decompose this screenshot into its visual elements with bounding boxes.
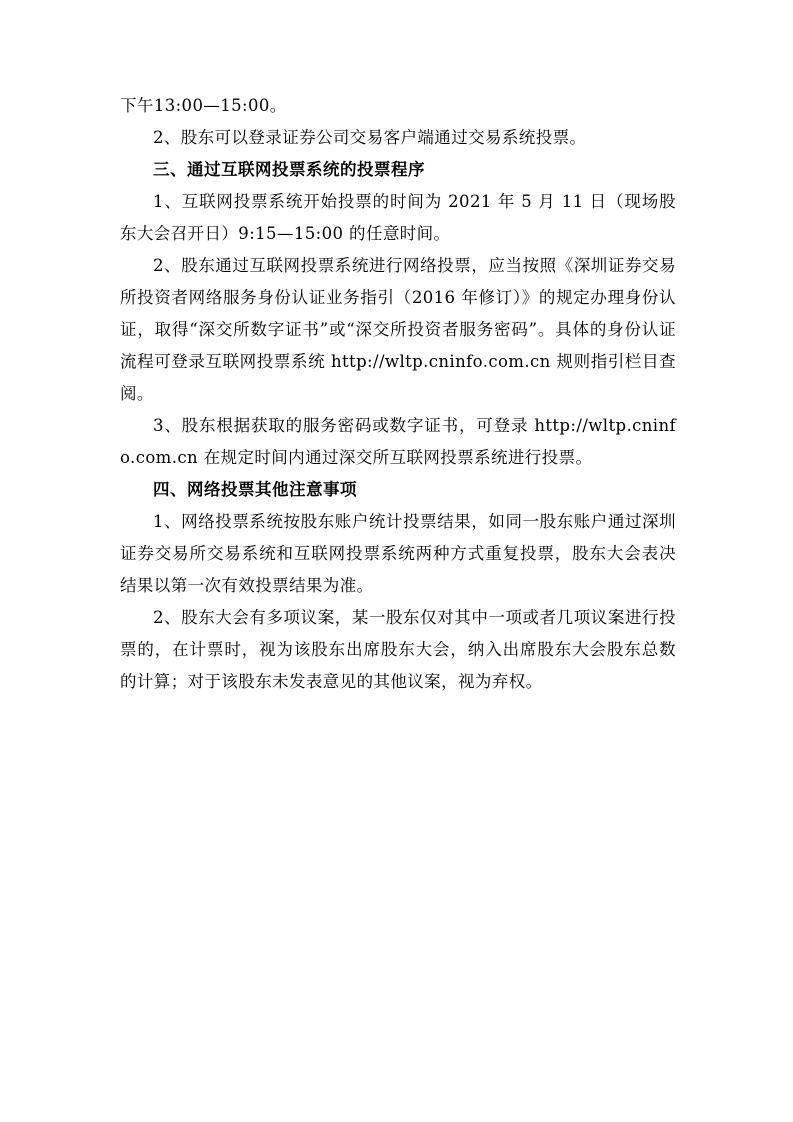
paragraph-login-and-vote: 3、股东根据获取的服务密码或数字证书，可登录 http://wltp.cninfo.com.cn 在规定时间内通过深交所互联网投票系统进行投票。 [120,416,676,467]
paragraph-partial-voting-rule: 2、股东大会有多项议案，某一股东仅对其中一项或者几项议案进行投票的，在计票时，视为该股东出席股东大会，纳入出席股东大会股东总数的计算；对于该股东未发表意见的其他议案，视为弃权。 [120,608,676,691]
document-body [120,90,676,698]
paragraph-time-continuation: 下午13:00—15:00。 [120,96,287,115]
section-heading-internet-voting-procedure: 三、通过互联网投票系统的投票程序 [153,160,425,179]
paragraph-identity-authentication: 2、股东通过互联网投票系统进行网络投票，应当按照《深圳证券交易所投资者网络服务身份认证业务指引（2016 年修订）》的规定办理身份认证，取得“深交所数字证书”或“深交所投资者服务密码”。具体的身份认证流程可登录互联网投票系统 http://wltp.cninfo.com.cn 规则指引栏目查阅。 [120,256,676,403]
paragraph-voting-start-time: 1、互联网投票系统开始投票的时间为 2021 年 5 月 11 日（现场股东大会召开日）9:15—15:00 的任意时间。 [120,192,676,243]
section-heading-other-voting-notes: 四、网络投票其他注意事项 [153,480,357,499]
paragraph-trading-client-voting: 2、股东可以登录证券公司交易客户端通过交易系统投票。 [153,128,587,147]
paragraph-duplicate-voting-rule: 1、网络投票系统按股东账户统计投票结果，如同一股东账户通过深圳证券交易所交易系统和互联网投票系统两种方式重复投票，股东大会表决结果以第一次有效投票结果为准。 [120,512,676,595]
